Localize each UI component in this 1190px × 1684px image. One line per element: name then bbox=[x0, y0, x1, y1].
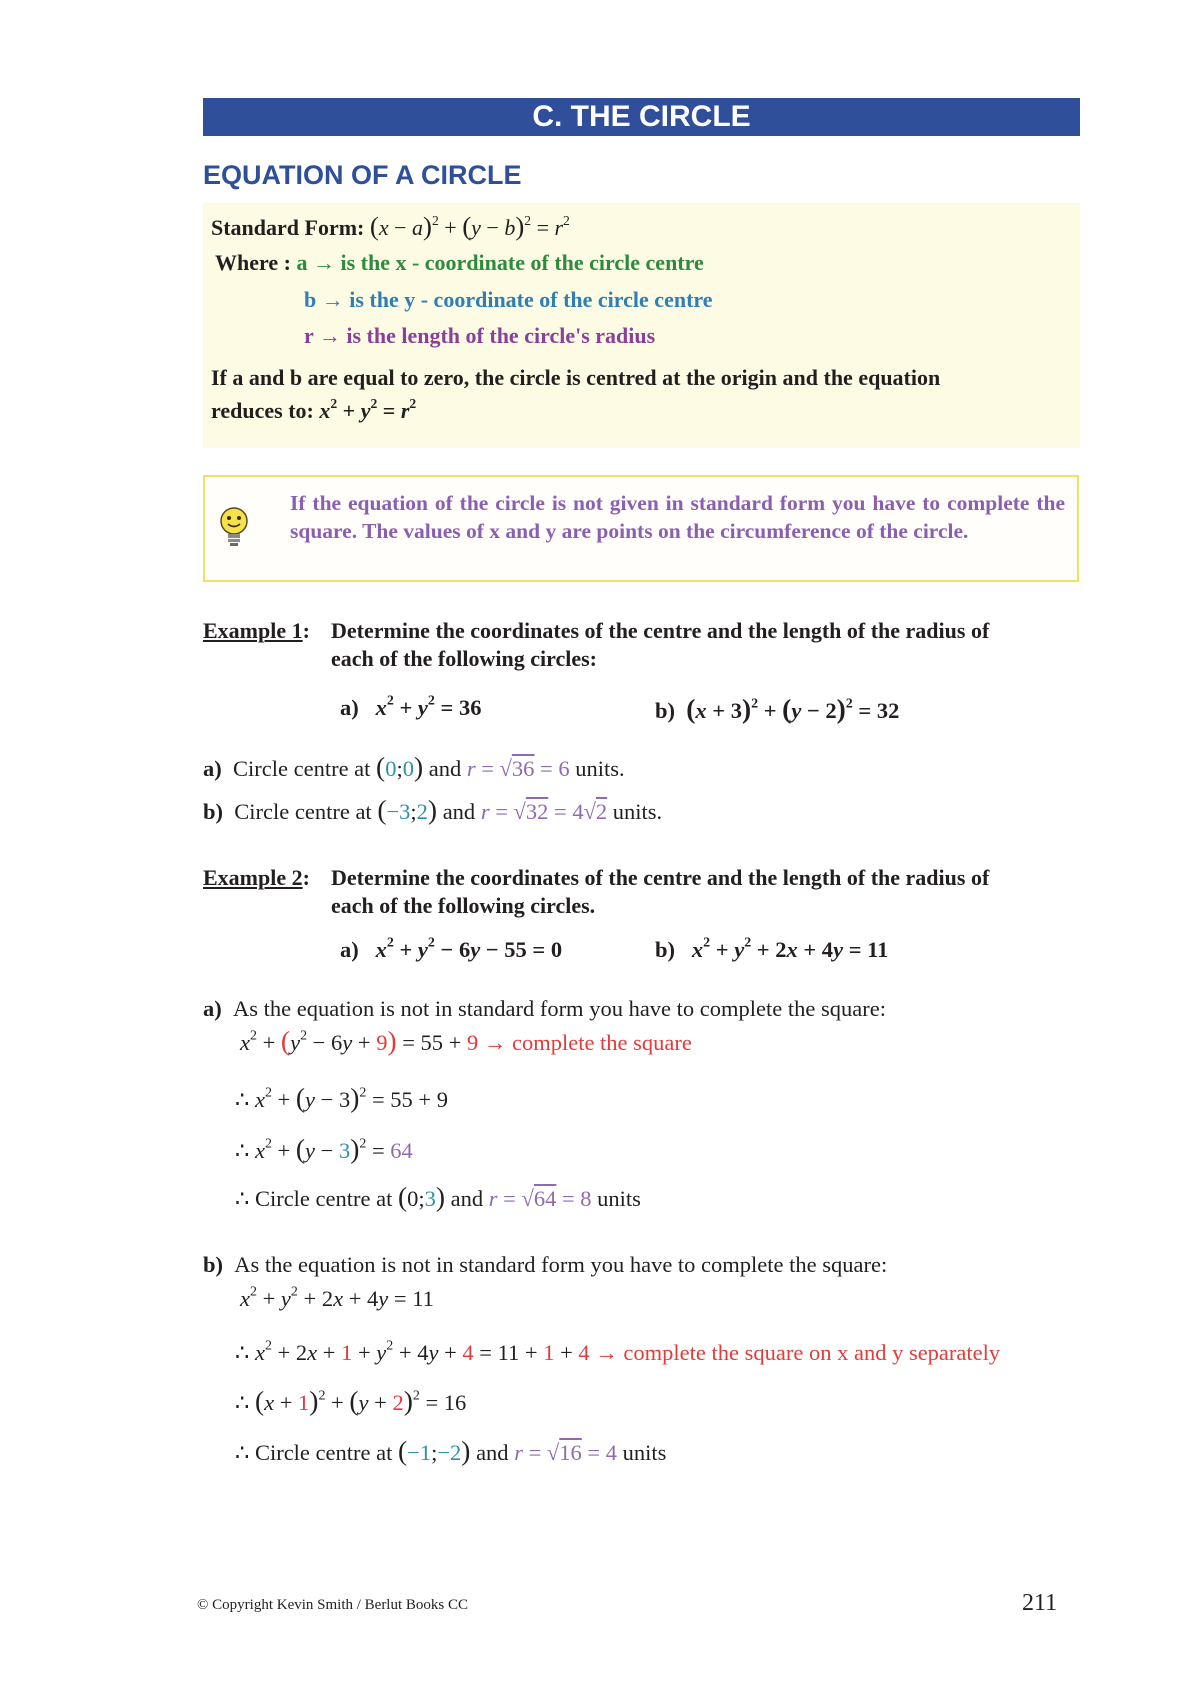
example-1-question-line1: Determine the coordinates of the centre and the length of the radius of bbox=[331, 618, 990, 643]
tip-text: If the equation of the circle is not given in standard form you have to complete the square. The values of x and y are points on the circumference of the circle. bbox=[290, 491, 1065, 543]
solution-b-step3: ∴ $(x + 1)^2 + (y + 2)^2 = 16$ bbox=[235, 1386, 467, 1416]
solution-b-step4: ∴ Circle centre at (−1;−2) and r = √16 = 4 units bbox=[235, 1436, 667, 1466]
standard-form-line bbox=[211, 211, 570, 241]
origin-note-line1: If a and b are equal to zero, the circle is centred at the origin and the equation bbox=[211, 365, 941, 390]
example-1-question-line2: each of the following circles: bbox=[331, 646, 597, 671]
example-2-part-b-equation: $x^2 + y^2 + 2x + 4y = 11$ bbox=[691, 935, 889, 962]
where-r-text: r → is the length of the circle's radius bbox=[304, 323, 656, 348]
example-1-part-b-label: b) bbox=[655, 698, 676, 723]
example-1-part-b bbox=[655, 694, 900, 724]
where-b-text: b → is the y - coordinate of the circle centre bbox=[304, 287, 713, 312]
solution-a-step3: ∴ $x^2 + (y - 3)^2 = 64$ bbox=[235, 1134, 413, 1164]
solution-a-step1: $x^2 + (y^2 - 6y + 9) = 55 + 9$ → complete the square bbox=[240, 1026, 692, 1056]
example-2-part-b-label: b) bbox=[655, 937, 676, 962]
example-1-part-a-label: a) bbox=[340, 695, 359, 720]
example-1-answer-a: a) Circle centre at (0;0) and r = √36 = 6 units. bbox=[203, 752, 625, 782]
lightbulb-icon bbox=[217, 504, 251, 550]
page-number: 211 bbox=[1022, 1590, 1058, 1616]
solution-b-step2-note: → complete the square on x and y separately bbox=[595, 1340, 1001, 1365]
example-1-part-a bbox=[340, 695, 481, 721]
standard-form-label: Standard Form: bbox=[211, 215, 365, 240]
example-2-label: Example 2: bbox=[203, 865, 310, 890]
origin-note-prefix: reduces to: bbox=[211, 398, 314, 423]
chapter-title-bar bbox=[203, 98, 1080, 136]
standard-form-box bbox=[203, 203, 1080, 448]
where-a-line bbox=[215, 250, 704, 276]
origin-note-line2 bbox=[211, 395, 417, 424]
solution-b-step1: $x^2 + y^2 + 2x + 4y = 11$ bbox=[240, 1284, 434, 1311]
example-2-part-a bbox=[340, 937, 562, 963]
solution-b-step2: ∴ $x^2 + 2x + 1 + y^2 + 4y + 4 = 11 + 1 + 4$ → complete the square on x and y separately bbox=[235, 1338, 1001, 1365]
example-2-question-line2: each of the following circles. bbox=[331, 893, 596, 918]
example-2-question-line1: Determine the coordinates of the centre and the length of the radius of bbox=[331, 865, 990, 890]
origin-note-equation: $x^2 + y^2 = r^2$ bbox=[319, 395, 417, 423]
where-label: Where : bbox=[215, 250, 291, 275]
solution-a-intro: a) As the equation is not in standard form you have to complete the square: bbox=[203, 996, 886, 1021]
example-1-answer-b: b) Circle centre at (−3;2) and r = √32 = 4√2 units. bbox=[203, 795, 663, 825]
example-2-part-a-label: a) bbox=[340, 937, 359, 962]
solution-a-step1-note: → complete the square bbox=[483, 1030, 692, 1055]
section-heading: EQUATION OF A CIRCLE bbox=[203, 160, 522, 190]
example-1-part-b-equation: $(x + 3)^2 + (y - 2)^2 = 32$ bbox=[686, 694, 900, 724]
example-1-part-a-equation: $x^2 + y^2 = 36$ bbox=[375, 693, 482, 720]
solution-a-step2: ∴ $x^2 + (y - 3)^2 = 55 + 9$ bbox=[235, 1083, 448, 1113]
example-2-part-b bbox=[655, 937, 888, 963]
example-1-label: Example 1: bbox=[203, 618, 310, 643]
where-a-text: a → is the x - coordinate of the circle centre bbox=[296, 250, 704, 275]
standard-form-equation: $(x - a)^2 + (y - b)^2 = r^2$ bbox=[369, 211, 570, 241]
chapter-title: C. THE CIRCLE bbox=[532, 100, 751, 133]
tip-box bbox=[203, 475, 1079, 582]
example-2-part-a-equation: $x^2 + y^2 - 6y - 55 = 0$ bbox=[375, 935, 563, 962]
footer-copyright: © Copyright Kevin Smith / Berlut Books CC bbox=[197, 1597, 468, 1613]
solution-b-intro: b) As the equation is not in standard form you have to complete the square: bbox=[203, 1252, 888, 1277]
solution-a-step4: ∴ Circle centre at (0;3) and r = √64 = 8 units bbox=[235, 1182, 641, 1212]
